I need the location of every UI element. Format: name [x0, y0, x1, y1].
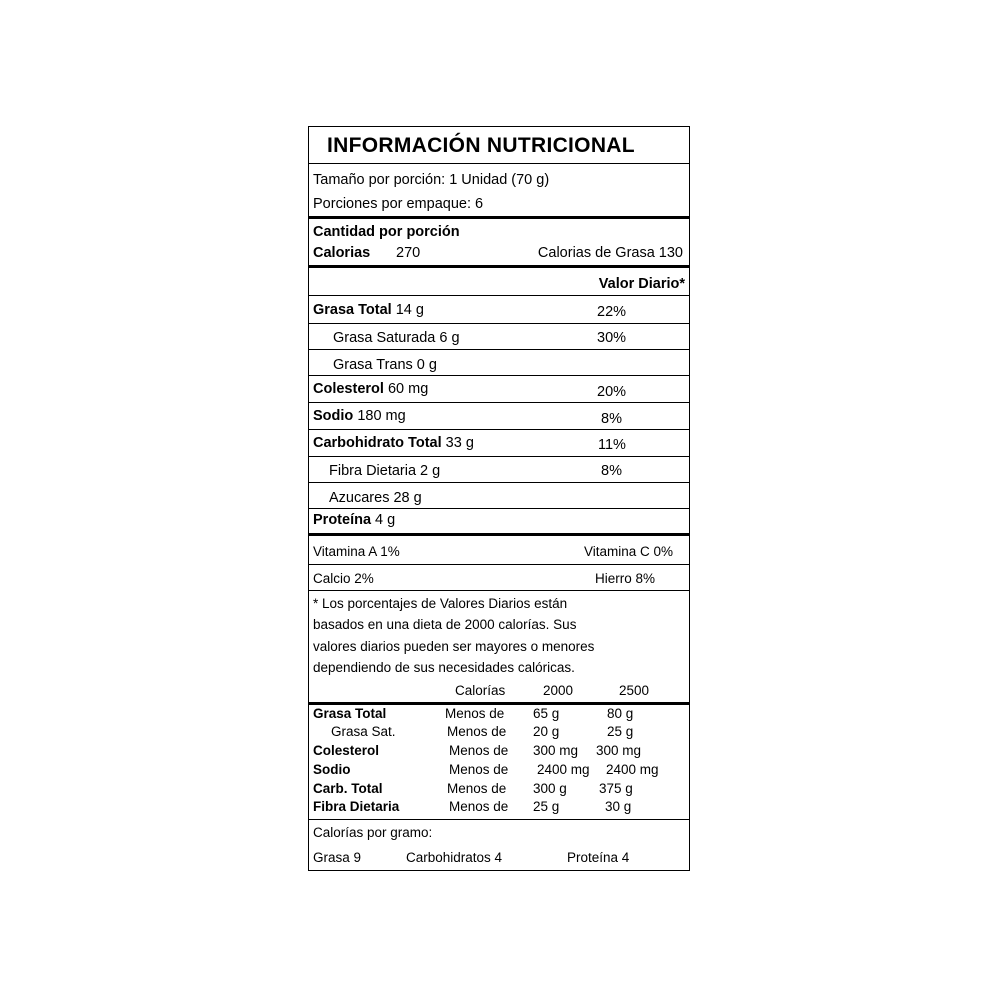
ref-row-name: Colesterol: [313, 743, 380, 758]
ref-row-limit: Menos de: [449, 762, 509, 777]
calories-label: Calorias: [313, 245, 371, 261]
nutrient-row-protein: [313, 513, 395, 528]
ref-row-2000: 20 g: [533, 724, 560, 739]
ref-row-name: Grasa Sat.: [331, 724, 396, 739]
nutrient-name: Carbohidrato Total: [313, 435, 442, 451]
ref-row-limit: Menos de: [447, 724, 507, 739]
divider: [309, 295, 689, 296]
nutrient-dv: 30%: [597, 330, 627, 346]
nutrient-row-sodium: [313, 409, 406, 424]
divider: [309, 349, 689, 350]
vitamin-c: Vitamina C 0%: [583, 544, 673, 559]
footnote-line: * Los porcentajes de Valores Diarios están: [313, 596, 568, 611]
divider: [309, 456, 689, 457]
ref-header-calories: Calorías: [455, 683, 506, 698]
divider: [309, 163, 689, 164]
divider: [309, 590, 689, 591]
nutrient-name: Azucares 28 g: [329, 490, 422, 506]
nutrient-amount: 4 g: [375, 512, 396, 528]
nutrient-dv: 22%: [597, 304, 627, 320]
nutrient-name: Colesterol: [313, 381, 384, 397]
footnote-line: dependiendo de sus necesidades calóricas.: [313, 660, 575, 675]
divider-thick: [309, 702, 689, 705]
ref-row-name: Fibra Dietaria: [313, 799, 400, 814]
ref-row-2000: 25 g: [533, 799, 560, 814]
ref-row-2500: 80 g: [607, 706, 634, 721]
nutrient-dv: 8%: [601, 411, 622, 427]
divider-thick: [309, 265, 689, 268]
nutrition-facts-label: [308, 126, 690, 871]
footnote-line: basados en una dieta de 2000 calorías. Sus: [313, 617, 577, 632]
divider: [309, 564, 689, 565]
iron: Hierro 8%: [594, 571, 655, 586]
nutrient-name: Grasa Trans 0 g: [333, 357, 437, 373]
ref-row-limit: Menos de: [449, 743, 509, 758]
ref-row-2000: 2400 mg: [537, 762, 590, 777]
label-title: INFORMACIÓN NUTRICIONAL: [327, 134, 635, 157]
nutrient-row-total-fat: [313, 303, 424, 318]
divider: [309, 429, 689, 430]
ref-row-2000: 300 mg: [533, 743, 579, 758]
protein-per-gram: Proteína 4: [567, 850, 630, 865]
ref-row-limit: Menos de: [447, 781, 507, 796]
calories-value: 270: [396, 245, 421, 261]
divider-thick: [309, 533, 689, 536]
servings-per-container: Porciones por empaque: 6: [313, 196, 484, 212]
divider: [309, 508, 689, 509]
nutrient-name: Grasa Total: [313, 302, 392, 318]
nutrient-amount: 33 g: [445, 435, 474, 451]
ref-row-2500: 375 g: [599, 781, 633, 796]
divider: [309, 323, 689, 324]
nutrient-dv: 11%: [598, 437, 626, 453]
ref-row-2000: 300 g: [533, 781, 567, 796]
vitamin-a: Vitamina A 1%: [313, 544, 400, 559]
nutrient-amount: 180 mg: [357, 408, 406, 424]
nutrient-name: Sodio: [313, 408, 354, 424]
nutrient-amount: 14 g: [395, 302, 424, 318]
divider: [309, 375, 689, 376]
nutrient-dv: 20%: [597, 384, 627, 400]
amount-per-serving-header: Cantidad por porción: [313, 224, 460, 240]
ref-row-2000: 65 g: [533, 706, 560, 721]
footnote-line: valores diarios pueden ser mayores o menores: [313, 639, 595, 654]
nutrient-amount: 60 mg: [387, 381, 429, 397]
divider: [309, 482, 689, 483]
nutrient-dv: 8%: [601, 463, 622, 479]
ref-row-2500: 300 mg: [596, 743, 642, 758]
ref-row-name: Sodio: [313, 762, 351, 777]
nutrient-name: Grasa Saturada 6 g: [333, 330, 460, 346]
nutrient-name: Fibra Dietaria 2 g: [329, 463, 441, 479]
ref-row-2500: 2400 mg: [606, 762, 659, 777]
divider: [309, 402, 689, 403]
calcium: Calcio 2%: [313, 571, 374, 586]
serving-size: Tamaño por porción: 1 Unidad (70 g): [313, 172, 550, 188]
nutrient-row-carbs: [313, 436, 474, 451]
ref-row-2500: 25 g: [607, 724, 634, 739]
daily-value-header: Valor Diario*: [598, 276, 685, 292]
nutrient-name: Proteína: [313, 512, 372, 528]
divider: [309, 819, 689, 820]
carbs-per-gram: Carbohidratos 4: [406, 850, 503, 865]
ref-row-name: Grasa Total: [313, 706, 387, 721]
nutrient-row-cholesterol: [313, 382, 428, 397]
ref-row-name: Carb. Total: [313, 781, 383, 796]
ref-row-limit: Menos de: [449, 799, 509, 814]
ref-row-limit: Menos de: [445, 706, 505, 721]
ref-header-2000: 2000: [543, 683, 574, 698]
ref-row-2500: 30 g: [605, 799, 632, 814]
divider-thick: [309, 216, 689, 219]
calories-per-gram-label: Calorías por gramo:: [313, 825, 433, 840]
fat-per-gram: Grasa 9: [313, 850, 362, 865]
fat-calories: Calorias de Grasa 130: [537, 245, 683, 261]
ref-header-2500: 2500: [619, 683, 650, 698]
